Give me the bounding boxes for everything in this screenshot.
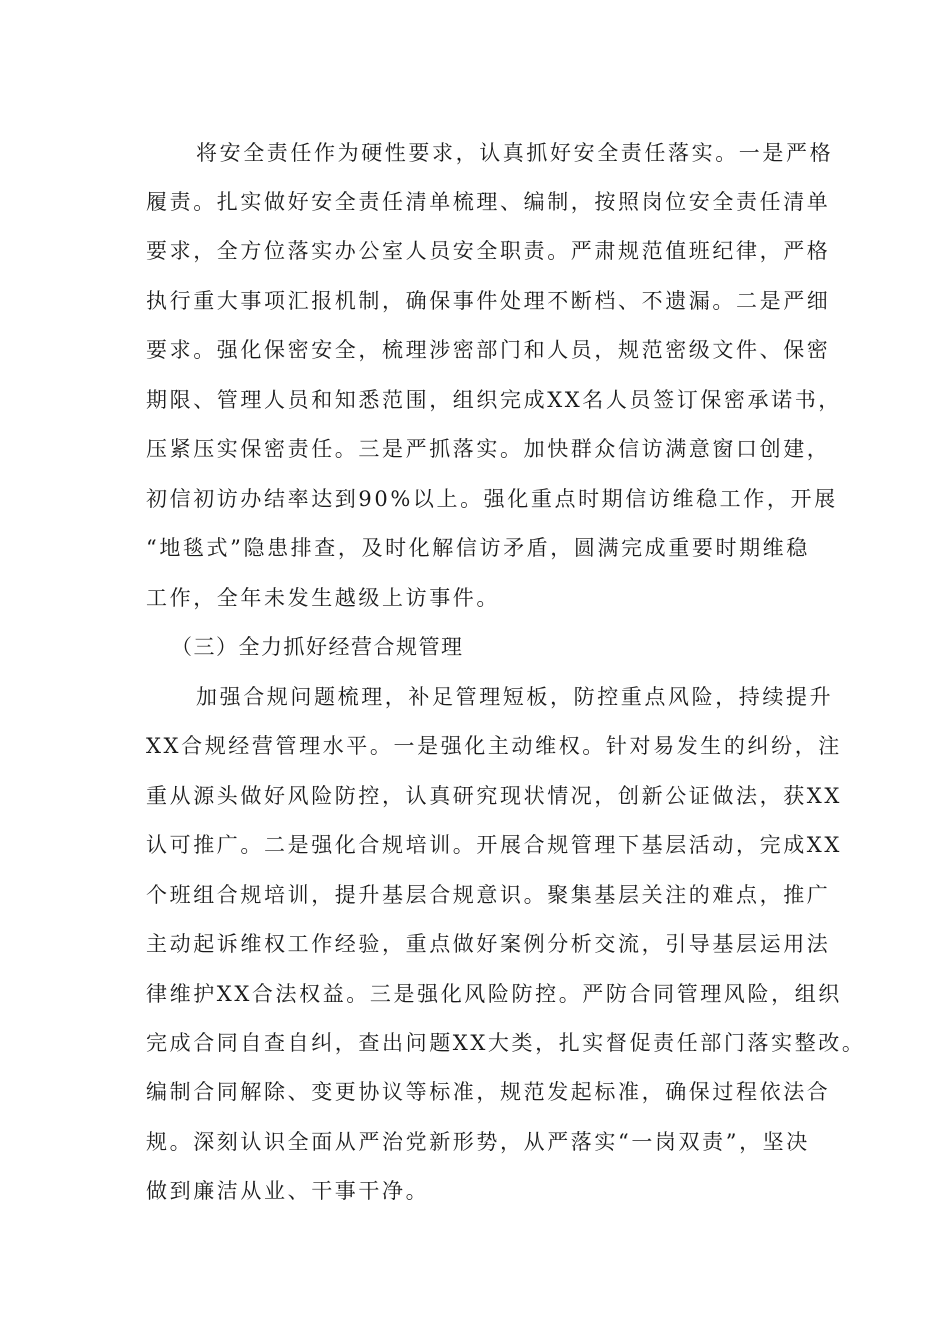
paragraph-line: 主动起诉维权工作经验，重点做好案例分析交流，引导基层运用法 bbox=[146, 932, 831, 956]
paragraph-line: 履责。扎实做好安全责任清单梳理、编制，按照岗位安全责任清单 bbox=[146, 190, 831, 214]
paragraph-line: 压紧压实保密责任。三是严抓落实。加快群众信访满意窗口创建， bbox=[146, 437, 831, 461]
paragraph-line: 要求。强化保密安全，梳理涉密部门和人员，规范密级文件、保密 bbox=[146, 338, 831, 362]
paragraph-line: 认可推广。二是强化合规培训。开展合规管理下基层活动，完成XX bbox=[146, 833, 842, 857]
paragraph-line: 完成合同自查自纠，查出问题XX大类，扎实督促责任部门落实整改。 bbox=[146, 1031, 866, 1055]
paragraph-line: 做到廉洁从业、干事干净。 bbox=[146, 1179, 430, 1203]
paragraph-line: 初信初访办结率达到90%以上。强化重点时期信访维稳工作，开展 bbox=[146, 487, 838, 511]
paragraph-line: XX合规经营管理水平。一是强化主动维权。针对易发生的纠纷，注 bbox=[146, 734, 842, 758]
paragraph-line: 律维护XX合法权益。三是强化风险防控。严防合同管理风险，组织 bbox=[146, 982, 842, 1006]
paragraph-line: 将安全责任作为硬性要求，认真抓好安全责任落实。一是严格 bbox=[196, 141, 834, 165]
paragraph-line: 期限、管理人员和知悉范围，组织完成XX名人员签订保密承诺书， bbox=[146, 388, 842, 412]
paragraph-line: 要求，全方位落实办公室人员安全职责。严肃规范值班纪律，严格 bbox=[146, 239, 831, 263]
paragraph-line: 重从源头做好风险防控，认真研究现状情况，创新公证做法，获XX bbox=[146, 784, 842, 808]
paragraph-line: 工作，全年未发生越级上访事件。 bbox=[146, 586, 500, 610]
paragraph-line: 个班组合规培训，提升基层合规意识。聚集基层关注的难点，推广 bbox=[146, 883, 831, 907]
paragraph-line: 执行重大事项汇报机制，确保事件处理不断档、不遗漏。二是严细 bbox=[146, 289, 831, 313]
section-heading: （三）全力抓好经营合规管理 bbox=[171, 635, 464, 659]
paragraph-line: “地毯式”隐患排查，及时化解信访矛盾，圆满完成重要时期维稳 bbox=[146, 536, 810, 560]
paragraph-line: 编制合同解除、变更协议等标准，规范发起标准，确保过程依法合 bbox=[146, 1080, 831, 1104]
paragraph-line: 加强合规问题梳理，补足管理短板，防控重点风险，持续提升 bbox=[196, 685, 834, 709]
paragraph-line: 规。深刻认识全面从严治党新形势，从严落实“一岗双责”，坚决 bbox=[146, 1130, 810, 1154]
